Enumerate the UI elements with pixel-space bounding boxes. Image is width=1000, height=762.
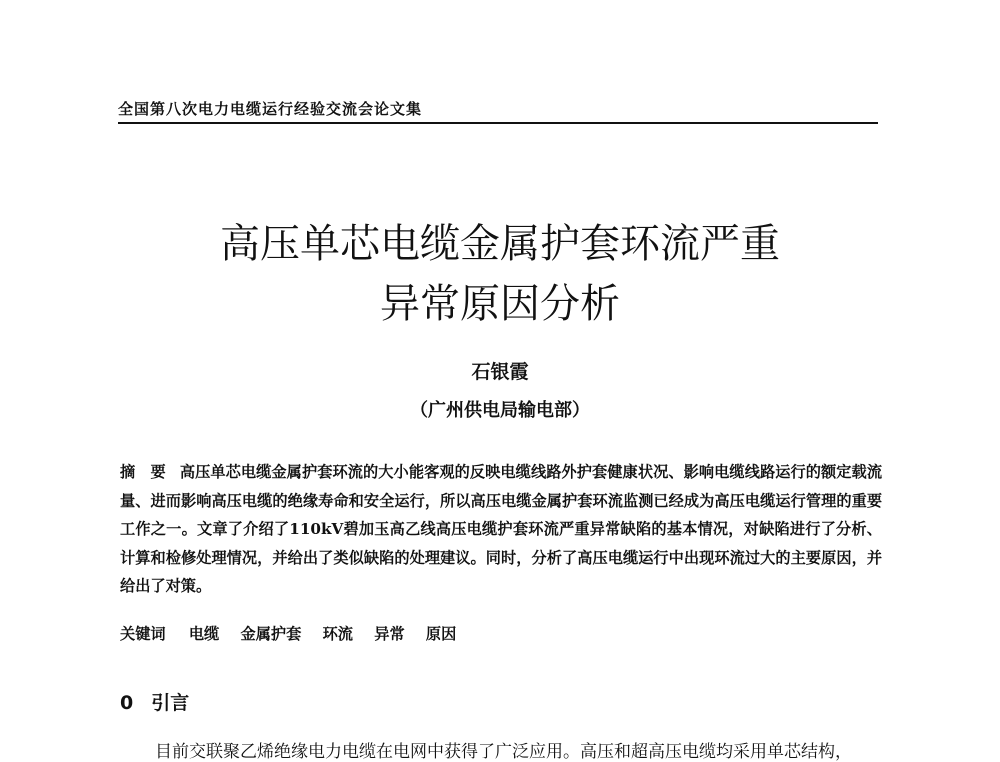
paper-title-line-2: 异常原因分析 bbox=[380, 281, 620, 327]
keyword: 电缆 bbox=[188, 625, 220, 643]
keyword: 原因 bbox=[425, 625, 457, 643]
section-heading bbox=[120, 688, 189, 715]
keyword: 异常 bbox=[374, 625, 405, 643]
keywords bbox=[120, 623, 472, 644]
section-title: 引言 bbox=[151, 692, 190, 714]
author-affiliation: （广州供电局输电部） bbox=[410, 400, 590, 421]
header-rule bbox=[118, 122, 878, 124]
keyword: 环流 bbox=[322, 625, 353, 643]
keyword: 金属护套 bbox=[240, 625, 302, 643]
author-name: 石银霞 bbox=[471, 361, 529, 383]
keywords-label: 关键词 bbox=[120, 625, 166, 643]
abstract-label: 摘 要 bbox=[120, 463, 166, 481]
section-number: 0 bbox=[120, 692, 134, 714]
running-header: 全国第八次电力电缆运行经验交流会论文集 bbox=[118, 100, 423, 118]
abstract-text: 高压单芯电缆金属护套环流的大小能客观的反映电缆线路外护套健康状况、影响电缆线路运行的额定载流量、进而影响高压电缆的绝缘寿命和安全运行，所以高压电缆金属护套环流监测已经成为高压电缆运行管理的重要工作之一。文章了介绍了110kV碧加玉高乙线高压电缆护套环流严重异常缺陷的基本情况，对缺陷进行了分析、计算和检修处理情况，并给出了类似缺陷的处理建议。同时，分析了高压电缆运行中出现环流过大的主要原因，并给出了对策。 bbox=[120, 463, 883, 595]
paper-title-line-1: 高压单芯电缆金属护套环流严重 bbox=[220, 221, 780, 267]
body-paragraph: 目前交联聚乙烯绝缘电力电缆在电网中获得了广泛应用。高压和超高压电缆均采用单芯结构， bbox=[155, 742, 852, 762]
abstract bbox=[120, 458, 882, 601]
